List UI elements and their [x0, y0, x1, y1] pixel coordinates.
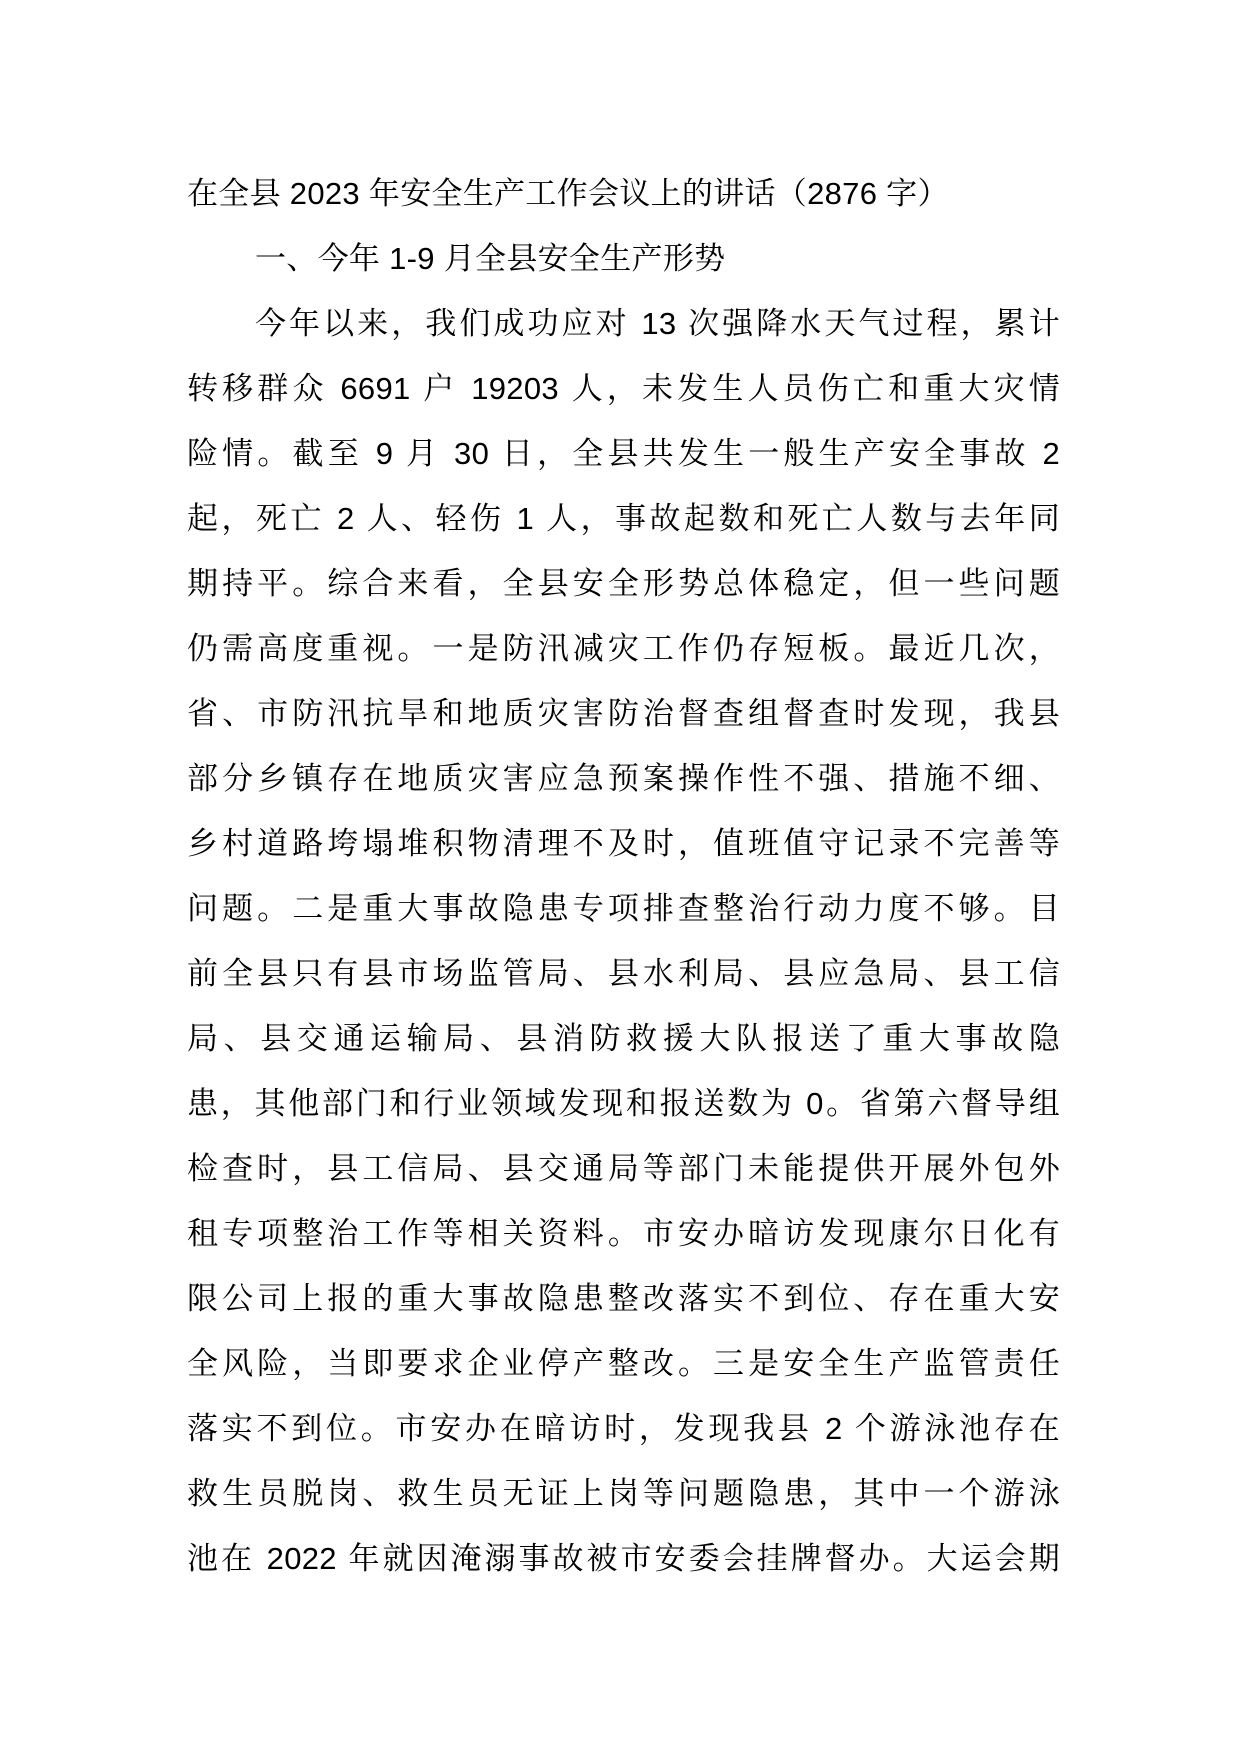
- paragraph-line: 前全县只有县市场监管局、县水利局、县应急局、县工信: [187, 956, 1060, 991]
- paragraph-line: 期持平。综合来看，全县安全形势总体稳定，但一些问题: [187, 566, 1060, 601]
- paragraph-line: 局、县交通运输局、县消防救援大队报送了重大事故隐: [187, 1021, 1060, 1056]
- paragraph-line: 检查时，县工信局、县交通局等部门未能提供开展外包外: [187, 1151, 1060, 1186]
- document-title: 在全县 2023 年安全生产工作会议上的讲话（2876 字）: [187, 176, 949, 211]
- paragraph-line: 今年以来，我们成功应对 13 次强降水天气过程，累计: [255, 306, 1060, 341]
- paragraph-line: 患，其他部门和行业领域发现和报送数为 0。省第六督导组: [187, 1086, 1060, 1121]
- paragraph-line: 池在 2022 年就因淹溺事故被市安委会挂牌督办。大运会期: [187, 1541, 1060, 1576]
- paragraph-line: 救生员脱岗、救生员无证上岗等问题隐患，其中一个游泳: [187, 1476, 1060, 1511]
- paragraph-line: 问题。二是重大事故隐患专项排查整治行动力度不够。目: [187, 891, 1060, 926]
- paragraph-line: 租专项整治工作等相关资料。市安办暗访发现康尔日化有: [187, 1216, 1060, 1251]
- paragraph-line: 起，死亡 2 人、轻伤 1 人，事故起数和死亡人数与去年同: [187, 501, 1060, 536]
- paragraph-line: 乡村道路垮塌堆积物清理不及时，值班值守记录不完善等: [187, 826, 1060, 861]
- paragraph-line: 全风险，当即要求企业停产整改。三是安全生产监管责任: [187, 1346, 1060, 1381]
- paragraph-line: 落实不到位。市安办在暗访时，发现我县 2 个游泳池存在: [187, 1411, 1060, 1446]
- paragraph-line: 省、市防汛抗旱和地质灾害防治督查组督查时发现，我县: [187, 696, 1060, 731]
- paragraph-line: 部分乡镇存在地质灾害应急预案操作性不强、措施不细、: [187, 761, 1060, 796]
- paragraph-line: 仍需高度重视。一是防汛减灾工作仍存短板。最近几次，: [187, 631, 1060, 666]
- document-content: [187, 161, 1060, 1591]
- section-heading: 一、今年 1-9 月全县安全生产形势: [255, 241, 726, 276]
- paragraph-line: 限公司上报的重大事故隐患整改落实不到位、存在重大安: [187, 1281, 1060, 1316]
- paragraph-line: 转移群众 6691 户 19203 人，未发生人员伤亡和重大灾情: [187, 371, 1060, 406]
- paragraph-line: 险情。截至 9 月 30 日，全县共发生一般生产安全事故 2: [187, 436, 1060, 471]
